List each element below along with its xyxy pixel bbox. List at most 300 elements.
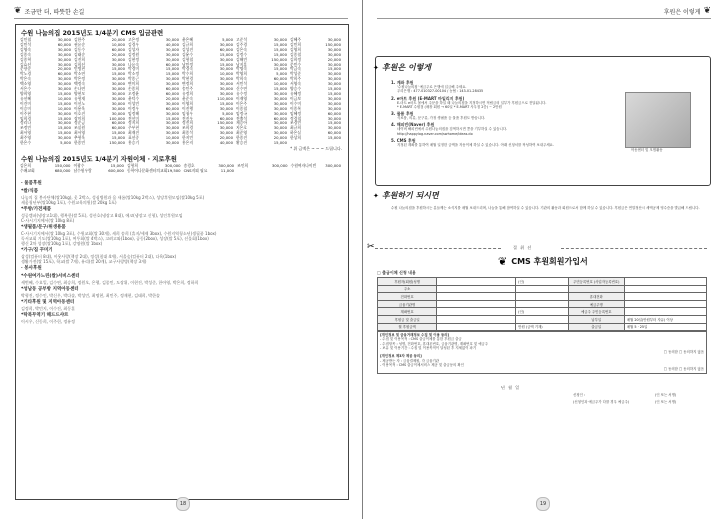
donor-name: 백소영 bbox=[20, 81, 32, 87]
form-row bbox=[378, 315, 707, 323]
donor-name: 이정우 bbox=[128, 105, 140, 111]
donor-name: 조정민 bbox=[20, 125, 32, 131]
form-label: 금융기관명 bbox=[378, 300, 437, 308]
donor-name: 윤준숙 bbox=[182, 95, 194, 101]
donation-amount: 30,000 bbox=[111, 105, 125, 111]
donor-name: 최서영 bbox=[74, 130, 86, 136]
donation-amount: 15,000 bbox=[273, 51, 287, 57]
form-field[interactable] bbox=[437, 285, 516, 293]
donation-amount: 60,000 bbox=[111, 125, 125, 131]
donation-amount: 60,000 bbox=[165, 61, 179, 67]
donation-amount: 30,000 bbox=[327, 100, 341, 106]
donor-name: 박소정 bbox=[128, 71, 140, 77]
donor-name: 동학어나문화센터의교회 bbox=[126, 167, 168, 173]
form-label: 후원금 및 출금일 bbox=[378, 315, 437, 323]
donation-amount: 30,000 bbox=[219, 76, 233, 82]
donation-amount: 30,000 bbox=[273, 105, 287, 111]
donor-name: 이승미 bbox=[20, 105, 32, 111]
left-content-box bbox=[15, 24, 349, 500]
form-row bbox=[378, 293, 707, 301]
donor-cell bbox=[74, 141, 126, 146]
donor-name: 한상희 bbox=[290, 135, 302, 141]
donor-name: 조경민 bbox=[290, 120, 302, 126]
donation-amount: 20,000 bbox=[273, 135, 287, 141]
donation-amount: 60,000 bbox=[111, 120, 125, 126]
donor-name: 김태순 bbox=[74, 51, 86, 57]
goods-detail: 김정희, 박민지, 이수진, 최동훈 bbox=[21, 306, 75, 311]
form-label: 납부일 bbox=[568, 315, 624, 323]
donor-name: 주부천 bbox=[128, 125, 140, 131]
donation-amount: 30,000 bbox=[273, 110, 287, 116]
donation-amount: 30,000 bbox=[327, 71, 341, 77]
donor-name: 박성준 bbox=[290, 71, 302, 77]
donation-amount: 30,000 bbox=[273, 125, 287, 131]
donation-amount: 30,000 bbox=[111, 95, 125, 101]
donation-amount: 20,000 bbox=[111, 51, 125, 57]
donor-name: 송경호 bbox=[183, 163, 195, 168]
signature-date: 년 월 일 bbox=[501, 385, 521, 390]
form-field[interactable]: (인) bbox=[516, 278, 569, 286]
donor-name: 정경철 bbox=[290, 115, 302, 121]
donation-amount: 30,000 bbox=[57, 81, 71, 87]
donor-name: 김한주 bbox=[74, 37, 86, 42]
donation-amount: 30,000 bbox=[111, 90, 125, 96]
form-field[interactable] bbox=[437, 315, 516, 323]
donor-name: 한은수 bbox=[20, 140, 32, 146]
goods-title: · 물품후원 bbox=[21, 181, 42, 186]
form-field[interactable] bbox=[516, 315, 569, 323]
form-field[interactable]: 만원 (금액 기재) bbox=[516, 323, 569, 331]
form-row bbox=[378, 300, 707, 308]
donation-amount: 60,000 bbox=[273, 115, 287, 121]
cms-table-note: * 위 금액은 ~ ~ ~ 드립니다. bbox=[290, 146, 342, 151]
donor-name: 김민석 bbox=[20, 41, 32, 47]
form-row bbox=[378, 278, 707, 286]
donor-cell bbox=[182, 141, 234, 146]
donor-name: 임정해 bbox=[128, 110, 140, 116]
signature-seal: (인 또는 서명) bbox=[655, 393, 677, 397]
form-field[interactable]: (인) bbox=[516, 308, 569, 316]
form-field[interactable] bbox=[437, 278, 516, 286]
consent-note-line: - 제공받는 자 : 금융결제원, 각 금융기관 bbox=[380, 358, 440, 363]
donation-amount: 15,000 bbox=[273, 86, 287, 92]
goods-detail: 세번째, 수요일, 김수연, 최승희, 정원오, 은행, 김종민, 도장위, 이현진, 박성준, 한아영, 박은희, 정하희 bbox=[21, 280, 199, 285]
goods-detail: 생활가전(쌀 15포), 학교(쌀 7개), 유리(쌀 20개), 교구사랑방(책장 3개) bbox=[21, 259, 147, 264]
donation-amount: 15,000 bbox=[111, 71, 125, 77]
donor-name: 남민정 bbox=[182, 61, 194, 67]
donor-cell bbox=[237, 169, 288, 174]
donation-amount: 30,000 bbox=[57, 86, 71, 92]
form-field[interactable] bbox=[624, 278, 706, 286]
donation-amount: 15,000 bbox=[327, 135, 341, 141]
donation-amount: 600,000 bbox=[108, 167, 124, 173]
donor-name: 수원여자나이빈 bbox=[290, 163, 317, 168]
donation-amount: 30,000 bbox=[327, 46, 341, 52]
donation-amount: 150,000 bbox=[271, 56, 287, 62]
goods-detail: 행신 2차 성장(쌀10kg 1포), 강명원(쌀 1box) bbox=[21, 241, 103, 246]
donation-amount: 15,000 bbox=[110, 163, 124, 168]
donation-amount: 15,000 bbox=[111, 130, 125, 136]
donor-name: 김정원 bbox=[128, 51, 140, 57]
donor-name: 양희영 bbox=[20, 90, 32, 96]
form-field[interactable] bbox=[516, 285, 569, 293]
donation-amount: 30,000 bbox=[273, 90, 287, 96]
donation-amount: 15,000 bbox=[327, 86, 341, 92]
donation-amount: 10,000 bbox=[57, 95, 71, 101]
cms-deposit-table bbox=[20, 38, 342, 146]
donor-name: 한지민 bbox=[182, 135, 194, 141]
donation-amount: 15,000 bbox=[273, 66, 287, 72]
donation-amount: 30,000 bbox=[219, 105, 233, 111]
donation-amount: 30,000 bbox=[165, 51, 179, 57]
donation-amount: 300,000 bbox=[218, 163, 235, 168]
donor-name: 박노경 bbox=[20, 71, 32, 77]
cut-line-label: 절 취 선 bbox=[513, 245, 533, 250]
donor-name: 김형철 bbox=[182, 56, 194, 62]
form-field[interactable]: 매월 20일(만원부터 자유) 이상 bbox=[624, 315, 706, 323]
donation-amount: 30,000 bbox=[165, 110, 179, 116]
donation-amount: 30,000 bbox=[57, 120, 71, 126]
donor-name: 전진우 bbox=[182, 115, 194, 121]
donation-amount: 5,000 bbox=[222, 37, 233, 42]
donation-amount: 60,000 bbox=[327, 130, 341, 136]
donor-name: 박경미 bbox=[128, 66, 140, 72]
left-page-number: 18 bbox=[176, 497, 190, 511]
donor-name: 박은숙 bbox=[20, 76, 32, 82]
support-method-title: 1. 계좌 후원 bbox=[391, 80, 414, 85]
form-field[interactable]: 매월 5 · 25일 bbox=[624, 323, 706, 331]
form-field[interactable] bbox=[624, 308, 706, 316]
photo-caption: 아동센터 및 모범활동 bbox=[631, 148, 663, 152]
donor-name: 이성민 bbox=[128, 100, 140, 106]
donor-name: 김주경 bbox=[236, 41, 248, 47]
donation-amount: 30,000 bbox=[111, 110, 125, 116]
donor-name: 김윤수 bbox=[182, 51, 194, 57]
donor-name: 박영희 bbox=[236, 71, 248, 77]
consent-checkbox-row[interactable]: □ 동의함 □ 동의하지 않음 bbox=[663, 367, 704, 372]
donation-amount: 30,000 bbox=[165, 81, 179, 87]
donation-amount: 30,000 bbox=[273, 100, 287, 106]
donation-amount: 15,000 bbox=[111, 135, 125, 141]
goods-detail: C-사시기지에서(쌀 10kg 3포), 수원교회(쌀 30개), 새희 송희 (휴지/세제 3box), 수원지역청소년(생필품 1box) bbox=[21, 231, 217, 236]
donation-amount: 10,000 bbox=[165, 135, 179, 141]
donor-name: 변미희 bbox=[128, 81, 140, 87]
donation-amount: 5,000 bbox=[276, 71, 287, 77]
donation-amount: 150,000 bbox=[325, 41, 341, 47]
donation-amount: 60,000 bbox=[273, 76, 287, 82]
donor-name: 남수원우람 bbox=[73, 167, 92, 173]
donation-amount: 30,000 bbox=[165, 125, 179, 131]
donation-amount: 300,000 bbox=[164, 163, 181, 168]
donation-amount: 30,000 bbox=[165, 56, 179, 62]
donor-name: 박소연 bbox=[74, 71, 86, 77]
donation-amount: 40,000 bbox=[165, 41, 179, 47]
donor-name: 이금보 bbox=[290, 95, 302, 101]
donor-name: 김종철 bbox=[290, 51, 302, 57]
donation-amount: 5,000 bbox=[60, 140, 71, 146]
impact-heading bbox=[373, 190, 439, 201]
support-method-detail: http://happylog.naver.com/swhome/ideas.do bbox=[397, 131, 473, 136]
donor-name: 한종진 bbox=[236, 135, 248, 141]
donor-name: 최준영 bbox=[236, 130, 248, 136]
activity-photo bbox=[625, 92, 691, 148]
donor-name: 손종희 bbox=[128, 86, 140, 92]
donor-cell bbox=[20, 141, 72, 146]
donation-amount: 30,000 bbox=[57, 56, 71, 62]
donor-name: 김종혁 bbox=[20, 56, 32, 62]
donor-name: 박은정 bbox=[74, 76, 86, 82]
donor-name: 정지희 bbox=[128, 120, 140, 126]
donation-amount: 300,000 bbox=[271, 163, 288, 168]
donation-amount: 30,000 bbox=[327, 51, 341, 57]
donor-name: 김진희 bbox=[74, 56, 86, 62]
donor-name: 김효선 bbox=[20, 61, 32, 67]
donor-name: 홍은지 bbox=[182, 140, 194, 146]
right-page-number: 19 bbox=[536, 497, 550, 511]
donation-amount: 30,000 bbox=[273, 95, 287, 101]
donor-name: 김인철 bbox=[20, 37, 32, 42]
donor-name: 유정희 bbox=[182, 90, 194, 96]
donation-amount: 20,000 bbox=[165, 95, 179, 101]
donation-amount: 10,000 bbox=[273, 81, 287, 87]
donor-name: 김종숙 bbox=[20, 51, 32, 57]
donation-amount: 30,000 bbox=[327, 115, 341, 121]
donation-amount: 30,000 bbox=[219, 66, 233, 72]
consent-note-line: [개인정보 및 금융거래정보 수집 및 이용 동의] bbox=[380, 333, 450, 337]
donation-amount: 30,000 bbox=[273, 61, 287, 67]
donor-name: 양현모 bbox=[74, 90, 86, 96]
support-method-title: 3. 물품 후원 bbox=[391, 111, 414, 117]
goods-detail: 삼성(컴퓨터 8대), 이웃사랑(책장 2대), 정성(침대 4개), 서울숲(컴퓨터 2대), 다육(1box) bbox=[21, 254, 177, 259]
donor-cell bbox=[291, 169, 342, 174]
donation-amount: 30,000 bbox=[165, 120, 179, 126]
donor-name: 최서영 bbox=[20, 130, 32, 136]
donation-amount: 20,000 bbox=[57, 66, 71, 72]
form-field[interactable] bbox=[624, 293, 706, 301]
donation-amount: 30,000 bbox=[165, 46, 179, 52]
donation-amount: 30,000 bbox=[57, 110, 71, 116]
support-method-detail: 우리은행 : 477-010327-00104 / 농협 : 143-01-28435 bbox=[397, 89, 484, 94]
donation-amount: 60,000 bbox=[165, 105, 179, 111]
donation-amount: 15,000 bbox=[273, 46, 287, 52]
donor-name: 수패교회 bbox=[20, 167, 35, 173]
donor-name: 김희선 bbox=[74, 61, 86, 67]
donation-amount: 30,000 bbox=[57, 61, 71, 67]
auto-transfer-title: 수원 나눔의집 2015년도 1/4분기 자원이체 · 지로후원 bbox=[21, 155, 177, 163]
form-field[interactable] bbox=[437, 293, 516, 301]
form-row bbox=[378, 308, 707, 316]
donation-amount: 60,000 bbox=[111, 46, 125, 52]
cut-line-right bbox=[561, 248, 707, 249]
consent-notes bbox=[377, 331, 707, 374]
how-to-support-title: 후원은 이렇게 bbox=[381, 62, 432, 72]
support-method-title: 5. CMS 후원 bbox=[391, 138, 416, 144]
form-label: 전화번호 bbox=[378, 293, 437, 301]
form-field[interactable] bbox=[624, 300, 706, 308]
star-bullet-icon: ✦ bbox=[373, 191, 379, 200]
donor-cell bbox=[20, 169, 71, 174]
form-label: 계좌번호 bbox=[378, 308, 437, 316]
goods-category: *기타후원 및 지역아동센터 bbox=[21, 300, 75, 305]
leaf-logo-icon: ❦ bbox=[703, 5, 711, 16]
donation-amount: 30,000 bbox=[165, 37, 179, 42]
donor-name: 오정윤 bbox=[128, 90, 140, 96]
donation-amount: 30,000 bbox=[57, 51, 71, 57]
donor-name: 이은주 bbox=[236, 100, 248, 106]
header-rule bbox=[14, 18, 348, 19]
donor-name: 서민석 bbox=[236, 81, 248, 87]
donor-name: 김해민 bbox=[236, 56, 248, 62]
donor-name: 이건미 bbox=[20, 100, 32, 106]
donor-name: 박희주 bbox=[290, 76, 302, 82]
form-field[interactable] bbox=[516, 300, 569, 308]
donation-amount: 150,000 bbox=[109, 140, 125, 146]
donor-name: 정리나 bbox=[20, 120, 32, 126]
donor-name: 서은수 bbox=[20, 86, 32, 92]
donor-name: 김희정 bbox=[290, 56, 302, 62]
donation-amount: 30,000 bbox=[219, 90, 233, 96]
donor-name: 김민희 bbox=[290, 41, 302, 47]
form-field[interactable] bbox=[437, 300, 516, 308]
donation-amount: 30,000 bbox=[327, 81, 341, 87]
form-field[interactable] bbox=[516, 293, 569, 301]
donor-name: 유형재 bbox=[74, 95, 86, 101]
consent-checkbox-row[interactable]: □ 동의함 □ 동의하지 않음 bbox=[663, 350, 704, 355]
donor-name: 신수연 bbox=[236, 86, 248, 92]
donation-amount: 60,000 bbox=[165, 86, 179, 92]
donation-amount: 30,000 bbox=[327, 105, 341, 111]
donor-name: 유선혜 bbox=[20, 95, 32, 101]
goods-support-section bbox=[21, 181, 343, 324]
cms-deposit-title: 수원 나눔의집 2015년도 1/4분기 CMS 입금관련 bbox=[21, 29, 164, 37]
donation-amount: 60,000 bbox=[219, 115, 233, 121]
donation-amount: 5,000 bbox=[222, 110, 233, 116]
goods-category: *주방/가전제품 bbox=[21, 207, 52, 212]
donation-amount: 60,000 bbox=[57, 41, 71, 47]
donor-cell bbox=[127, 169, 182, 174]
donation-amount: 30,000 bbox=[327, 76, 341, 82]
consent-note-line: - 수집항목 : 성명, 전화번호, 휴대폰번호, 금융기관명, 계좌번호 및 예금주 bbox=[380, 341, 489, 346]
goods-detail: 새움청년부(쌀10kg 1포), 수원교육의원(쌀 20kg 1포) bbox=[21, 200, 117, 205]
donation-amount: 15,000 bbox=[219, 61, 233, 67]
donation-amount: 110,000 bbox=[217, 95, 233, 101]
donation-amount: 30,000 bbox=[165, 140, 179, 146]
form-label: 월 후원금액 bbox=[378, 323, 437, 331]
form-field[interactable] bbox=[437, 308, 516, 316]
donation-amount: 150,000 bbox=[217, 120, 233, 126]
donation-amount: 20,000 bbox=[219, 135, 233, 141]
donation-amount: 60,000 bbox=[327, 110, 341, 116]
donor-name: 고준석 bbox=[236, 37, 248, 42]
donor-name: 조실원 bbox=[74, 125, 86, 131]
donor-name: 임청우 bbox=[182, 110, 194, 116]
support-method-detail: 식료품, 의류, 문구류, 가정 생필품 등 물품 후원도 받습니다. bbox=[397, 116, 486, 121]
auto-transfer-table bbox=[20, 164, 342, 174]
donor-name: 전선미 bbox=[128, 115, 140, 121]
donation-amount: 15,000 bbox=[165, 66, 179, 72]
donation-amount: 60,000 bbox=[165, 90, 179, 96]
donation-amount: 15,000 bbox=[57, 90, 71, 96]
donor-name: 박경숙 bbox=[182, 66, 194, 72]
left-page-header bbox=[14, 4, 84, 18]
donation-amount: 30,000 bbox=[111, 100, 125, 106]
signature-footer: (신청인과 예금주가 다를 경우 예금주) bbox=[573, 400, 630, 404]
donation-amount: 300,000 bbox=[325, 163, 341, 168]
donor-name: 김현정 bbox=[128, 56, 140, 62]
consent-note-line: - 이용목적 : CMS 출금이체서비스 제공 및 출금동의 확인 bbox=[380, 363, 464, 368]
form-row bbox=[378, 323, 707, 331]
support-method-title: 2. e마트 후원 (E-MART 마일리지 후원) bbox=[391, 95, 465, 101]
donor-name: 이영희 bbox=[182, 100, 194, 106]
donation-amount: 30,000 bbox=[165, 100, 179, 106]
donor-name: 김영희 bbox=[290, 46, 302, 52]
donation-amount: 10,000 bbox=[219, 71, 233, 77]
how-to-support-heading bbox=[373, 62, 431, 73]
donation-amount: 30,000 bbox=[273, 130, 287, 136]
star-bullet-icon: ✦ bbox=[373, 63, 379, 72]
donor-name: 송인주 bbox=[182, 86, 194, 92]
donor-name: 임혜정 bbox=[290, 110, 302, 116]
donation-amount: 10,000 bbox=[111, 41, 125, 47]
donor-name: 김성자 bbox=[128, 46, 140, 52]
donation-amount: 30,000 bbox=[327, 37, 341, 42]
goods-detail: 나눔의 집 봉사단체(쌀10kg), 옷 2박스, 성심병원과 음 새롬(쌀10kg 2박스), 성당후원모임(쌀10kg 5포) bbox=[21, 195, 205, 200]
form-field[interactable] bbox=[624, 285, 706, 293]
goods-detail: 성공캠퍼(냉장고1대), 행복한(쌀 5포), 성산호(냉장고 8대), 에코(냉장고 신형), 성인후원모임 bbox=[21, 213, 183, 218]
donor-name: 문민수 bbox=[290, 61, 302, 67]
donation-amount: 15,000 bbox=[57, 115, 71, 121]
support-method-detail: 지정된 계좌를 통하여 매월 일정한 금액을 자동이체 하실 수 있습니다. 아래 신청서를 작성하여 보내주세요. bbox=[397, 143, 555, 148]
donation-amount: 30,000 bbox=[273, 37, 287, 42]
donor-name: 김형희 bbox=[126, 163, 138, 168]
donor-name: 나유숙 bbox=[128, 61, 140, 67]
donor-name: 박희숙 bbox=[236, 76, 248, 82]
donation-amount: 100,000 bbox=[109, 115, 125, 121]
donation-amount: 15,000 bbox=[165, 115, 179, 121]
support-method-detail: 네이버 해피빈에서 수원나눔의집을 검색하시면 콩을 기부하실 수 있습니다. bbox=[397, 127, 508, 132]
support-method-detail: * E-MART 수원점 (매장 회원 → 60일 * E-MART 사우점 2층) ~ 2만원 bbox=[397, 104, 502, 109]
donation-amount: 19,500 bbox=[167, 167, 181, 173]
donor-name: 황승진 bbox=[236, 140, 248, 146]
goods-detail: 독서교회 기도(쌀10kg 1포), 여투회(쌀 4박스), 고려고와(1box), 공동(2box), 성장(쌀 5포), 선물회(1box) bbox=[21, 236, 209, 241]
donation-amount: 15,000 bbox=[57, 100, 71, 106]
donation-amount: 15,000 bbox=[327, 120, 341, 126]
form-label bbox=[568, 285, 624, 293]
form-field[interactable] bbox=[437, 323, 516, 331]
consent-note-line: - 보유 및 이용기간 : 수집 및 이용목적이 달성된 후 지체없이 파기 bbox=[380, 345, 477, 350]
header-rule bbox=[377, 18, 711, 19]
donation-amount: 30,000 bbox=[111, 61, 125, 67]
donor-name: 조인희 bbox=[237, 163, 249, 168]
donor-name: 김은숙 bbox=[236, 46, 248, 52]
goods-category: *생필품/문구/위생용품 bbox=[21, 225, 66, 230]
goods-detail: C-사시기지에서(쌀 10kg 8포) bbox=[21, 218, 75, 223]
donor-name: 이용욱 bbox=[74, 105, 86, 111]
donor-name: 변정희 bbox=[182, 81, 194, 87]
donation-amount: 30,000 bbox=[219, 130, 233, 136]
donor-name: 이광수 bbox=[73, 163, 85, 168]
cms-signup-form bbox=[377, 277, 707, 331]
impact-title: 후원하기 되시면 bbox=[381, 190, 439, 200]
donation-amount: 15,000 bbox=[57, 125, 71, 131]
goods-category: *쌀/식품 bbox=[21, 189, 39, 194]
leaf-logo-icon: ❦ bbox=[14, 5, 22, 16]
goods-category: *가구/집 꾸미기 bbox=[21, 248, 53, 253]
donation-amount: 30,000 bbox=[165, 130, 179, 136]
donation-amount: 30,000 bbox=[273, 120, 287, 126]
donation-amount: 30,000 bbox=[327, 95, 341, 101]
donor-name: 김경우 bbox=[128, 41, 140, 47]
